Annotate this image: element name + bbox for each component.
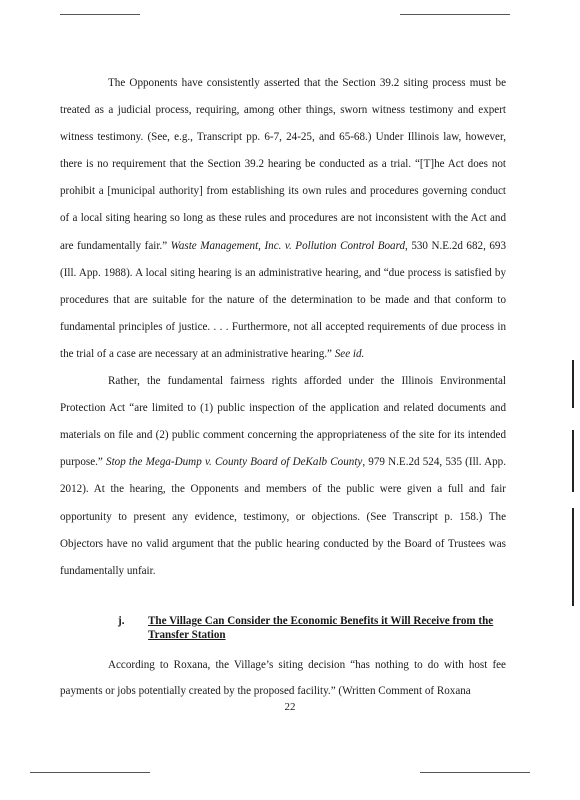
paragraph-2-text-a: Rather, the fundamental fairness rights afforded under the Illinois Environmental Protection Act “are limited to (1) public inspection of the application and related documents and materials on file and (2) public comment concerning the appropriateness of the site for its intended purpose.” [60, 375, 506, 469]
margin-bar-1 [572, 360, 574, 408]
see-id-citation: See id. [334, 347, 365, 360]
closing-text [60, 652, 506, 704]
scan-mark-top-right [400, 14, 510, 15]
scan-mark-bottom-right [420, 772, 530, 773]
margin-bar-2 [572, 430, 574, 492]
section-heading-title: The Village Can Consider the Economic Benefits it Will Receive from the Transfer Station [148, 615, 494, 641]
paragraph-1-text-a: The Opponents have consistently asserted that the Section 39.2 siting process must be treated as a judicial process, requiring, among other things, sworn witness testimony and expert witness testimony. (See, e.g., Transcript pp. 6-7, 24-25, and 65-68.) Under Illinois law, however, there is no requirement that the Section 39.2 hearing be conducted as a trial. “[T]he Act does not prohibit a [municipal authority] from establishing its own rules and procedures governing conduct of a local siting hearing so long as these rules and procedures are not inconsistent with the Act and are fundamentally fair.” [60, 77, 506, 252]
scan-mark-top-left [60, 14, 140, 15]
case-citation-waste-management: Waste Management, Inc. v. Pollution Control Board [170, 239, 406, 252]
paragraph-2 [60, 368, 506, 585]
case-citation-stop-the-mega-dump: Stop the Mega-Dump v. County Board of DeKalb County [106, 456, 363, 469]
paragraph-3: According to Roxana, the Village’s siting decision “has nothing to do with host fee payments or jobs potentially created by the proposed facility.” (Written Comment of Roxana [60, 659, 506, 697]
section-heading-number: j. [118, 615, 125, 627]
paragraph-1-text-b: , 530 N.E.2d 682, 693 (Ill. App. 1988). A local siting hearing is an administrative hearing, and “due process is satisfied by procedures that are suitable for the nature of the determination to be made and that conform to fundamental principles of justice. . . . Furthermore, not all accepted requirements of due process in the trial of a case are necessary at an administrative hearing.” [60, 239, 506, 360]
page-number: 22 [284, 701, 296, 713]
body-text [60, 70, 506, 585]
paragraph-2-text-b: , 979 N.E.2d 524, 535 (Ill. App. 2012). At the hearing, the Opponents and members of the public were given a full and fair opportunity to present any evidence, testimony, or objections. (See Transcript p. 158.) The Objectors have no valid argument that the public hearing conducted by the Board of Trustees was fundamentally unfair. [60, 456, 506, 577]
paragraph-1 [60, 70, 506, 368]
scan-mark-bottom-left [30, 772, 150, 773]
margin-bar-3 [572, 508, 574, 606]
